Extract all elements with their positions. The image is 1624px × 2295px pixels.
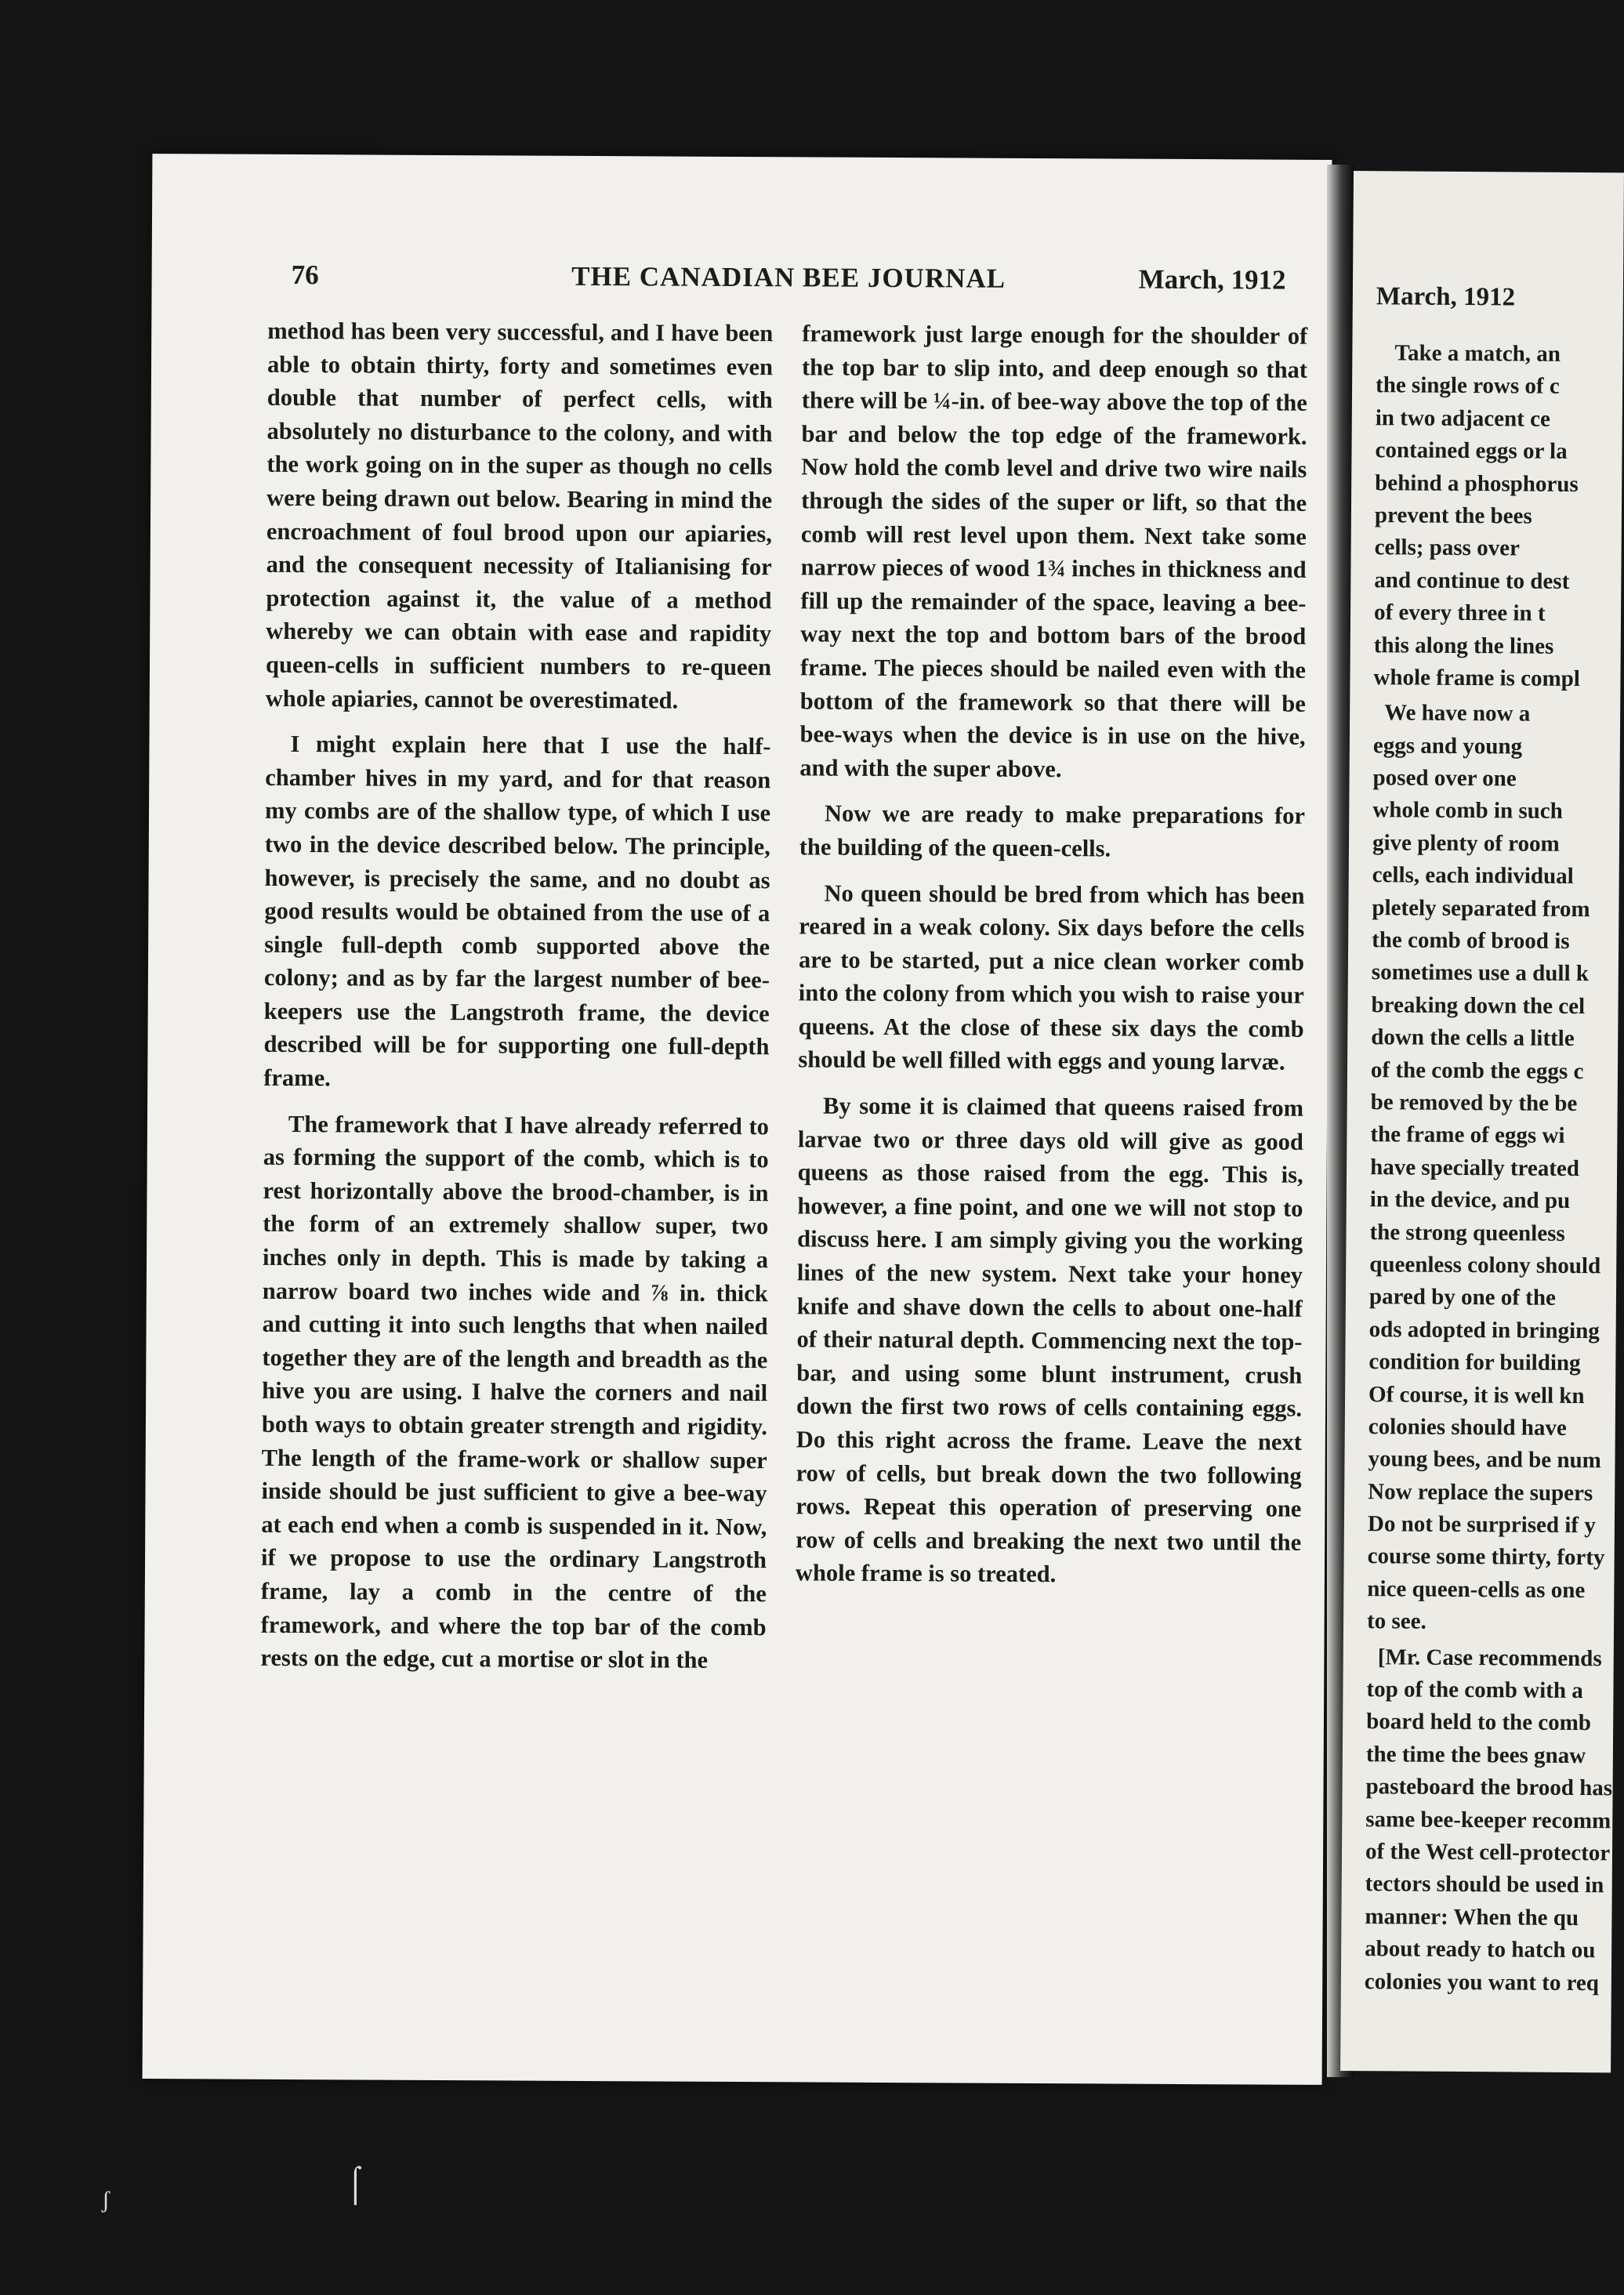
text-line: posed over one (1372, 765, 1517, 792)
right-page-text (1365, 337, 1624, 2001)
text-line: pared by one of the (1368, 1284, 1556, 1311)
journal-title: THE CANADIAN BEE JOURNAL (571, 260, 1006, 294)
paragraph: The framework that I have already referred to as forming the support of the comb, which is to rest horizontally above the brood-chamber, is in the form of an extremely shallow super, two inches only in depth. This is made by taking a narrow board two inches wide and ⅞ in. thick and cutting it into such lengths that when nailed together they are of the length and breadth as the hive you are using. I halve the corners and nail both ways to obtain greater strength and rigidity. The length of the frame-work or shallow super inside should be just sufficient to give a bee-way at each end when a comb is suspended in it. Now, if we propose to use the ordinary Langstroth frame, lay a comb in the centre of the framework, and where the top bar of the comb rests on the edge, cut a mortise or slot in the (260, 1110, 770, 1673)
text-line: condition for building (1368, 1349, 1581, 1376)
scan-speck: ʃ (102, 2187, 110, 2213)
text-line: nice queen-cells as one (1367, 1576, 1586, 1603)
paragraph: By some it is claimed that queens raised from larvae two or three days old will give as good queens as those raised from the egg. This is, however, a fine point, and one we will not stop to discuss here. I am simply giving you the working lines of the new system. Next take your honey knife and shave down the cells to about one-half of their natural depth. Commencing next the top-bar, and using some blunt instrument, crush down the first two rows of cells containing eggs. Do this right across the frame. Leave the next row of cells, but break down the two following rows. Repeat this operation of preserving one row of cells and breaking the next two until the whole frame is so treated. (795, 1092, 1304, 1588)
text-line: whole comb in such (1372, 797, 1563, 825)
text-line: in the device, and pu (1369, 1187, 1571, 1214)
text-line: and continue to dest (1374, 567, 1570, 594)
scan-speck: ⌠ (345, 2164, 366, 2203)
text-line: ods adopted in bringing (1368, 1316, 1600, 1343)
text-line: down the cells a little (1371, 1024, 1575, 1052)
text-line: be removed by the be (1370, 1089, 1578, 1117)
text-line: manner: When the qu (1365, 1903, 1579, 1931)
text-line: board held to the comb (1366, 1709, 1592, 1736)
right-page (1340, 171, 1624, 2072)
text-line: top of the comb with a (1366, 1677, 1583, 1704)
text-column-1 (260, 314, 773, 1690)
text-line: sometimes use a dull k (1371, 959, 1590, 987)
text-line: Do not be surprised if y (1367, 1511, 1596, 1539)
text-line: eggs and young (1372, 732, 1523, 760)
text-line: breaking down the cel (1371, 992, 1586, 1019)
right-page-date: March, 1912 (1376, 282, 1516, 312)
text-line: pasteboard the brood has (1365, 1774, 1613, 1801)
text-line: cells; pass over (1374, 535, 1521, 561)
text-line: cells, each individual (1372, 862, 1574, 890)
text-line: Of course, it is well kn (1368, 1381, 1585, 1409)
text-line: queenless colony should (1369, 1252, 1601, 1279)
text-line: about ready to hatch ou (1365, 1936, 1596, 1963)
text-line: young bees, and be num (1368, 1446, 1601, 1474)
issue-date: March, 1912 (1138, 263, 1286, 295)
paragraph: Now we are ready to make preparations for the building of the queen-cells. (799, 799, 1306, 862)
text-line: to see. (1366, 1608, 1426, 1634)
text-line: of the West cell-protector (1365, 1839, 1611, 1866)
text-line: colonies you want to req (1364, 1968, 1600, 1996)
text-line: the single rows of c (1375, 372, 1560, 400)
text-line: contained eggs or la (1375, 437, 1568, 465)
paragraph: framework just large enough for the shoulder of the top bar to slip into, and deep enough so that there will be ¼-in. of bee-way above the top of the bar and below the top edge of the framework. Now hold the comb level and drive two wire nails through the sides of the super or lift, so that the comb will rest level upon them. Next take some narrow pieces of wood 1¾ inches in thickness and fill up the remainder of the space, leaving a bee-way next the top and bottom bars of the brood frame. The pieces should be nailed even with the bottom of the framework so that there will be bee-ways when the device is in use on the hive, and with the super above. (799, 320, 1308, 782)
text-line: the frame of eggs wi (1370, 1122, 1565, 1149)
text-column-2 (796, 317, 1308, 1604)
paragraph: method has been very successful, and I have been able to obtain thirty, forty and sometimes even double that number of perfect cells, with absolutely no disturbance to the colony, and with the work going on in the super as though no cells were being drawn out below. Bearing in mind the encroachment of foul brood upon our apiaries, and the consequent necessity of Italianising for protection against it, the value of a method whereby we can obtain with ease and rapidity queen-cells in sufficient numbers to re-queen whole apiaries, cannot be overestimated. (265, 317, 774, 714)
text-line: pletely separated from (1372, 894, 1590, 922)
text-line: Take a match, an (1394, 340, 1561, 367)
left-page (143, 154, 1332, 2085)
text-line: Now replace the supers (1368, 1478, 1593, 1506)
text-line: the comb of brood is (1372, 927, 1570, 954)
text-line: of the comb the eggs c (1370, 1057, 1584, 1084)
page-number: 76 (291, 259, 319, 291)
text-line: of every three in t (1373, 600, 1546, 626)
text-line: behind a phosphorus (1375, 470, 1579, 497)
text-line: in two adjacent ce (1375, 404, 1551, 432)
text-line: [Mr. Case recommends (1377, 1644, 1602, 1671)
text-line: colonies should have (1368, 1414, 1567, 1441)
text-line: give plenty of room (1372, 830, 1560, 857)
paragraph: No queen should be bred from which has been reared in a weak colony. Six days before the cells are to be started, put a nice clean worker comb into the colony from which you wish to raise your queens. At the close of these six days the comb should be well filled with eggs and young larvæ. (798, 879, 1305, 1076)
running-head (291, 259, 1285, 312)
text-line: the strong queenless (1369, 1219, 1565, 1246)
text-line: whole frame is compl (1373, 665, 1580, 691)
text-line: the time the bees gnaw (1365, 1741, 1586, 1768)
text-line: same bee-keeper recomm (1365, 1806, 1611, 1833)
text-line: tectors should be used in (1365, 1871, 1604, 1898)
paragraph: I might explain here that I use the half-chamber hives in my yard, and for that reason my combs are of the shallow type, of which I use two in the device described below. The principle, however, is precisely the same, and no doubt as good results would be obtained from the use of a single full-depth comb supported above the colony; and as by far the largest number of bee-keepers use the Langstroth frame, the device described will be for supporting one full-depth frame. (263, 731, 771, 1092)
text-line: prevent the bees (1374, 502, 1532, 529)
text-line: have specially treated (1370, 1154, 1580, 1181)
text-line: this along the lines (1373, 632, 1554, 659)
text-line: We have now a (1384, 700, 1531, 727)
text-line: course some thirty, forty (1367, 1543, 1605, 1571)
